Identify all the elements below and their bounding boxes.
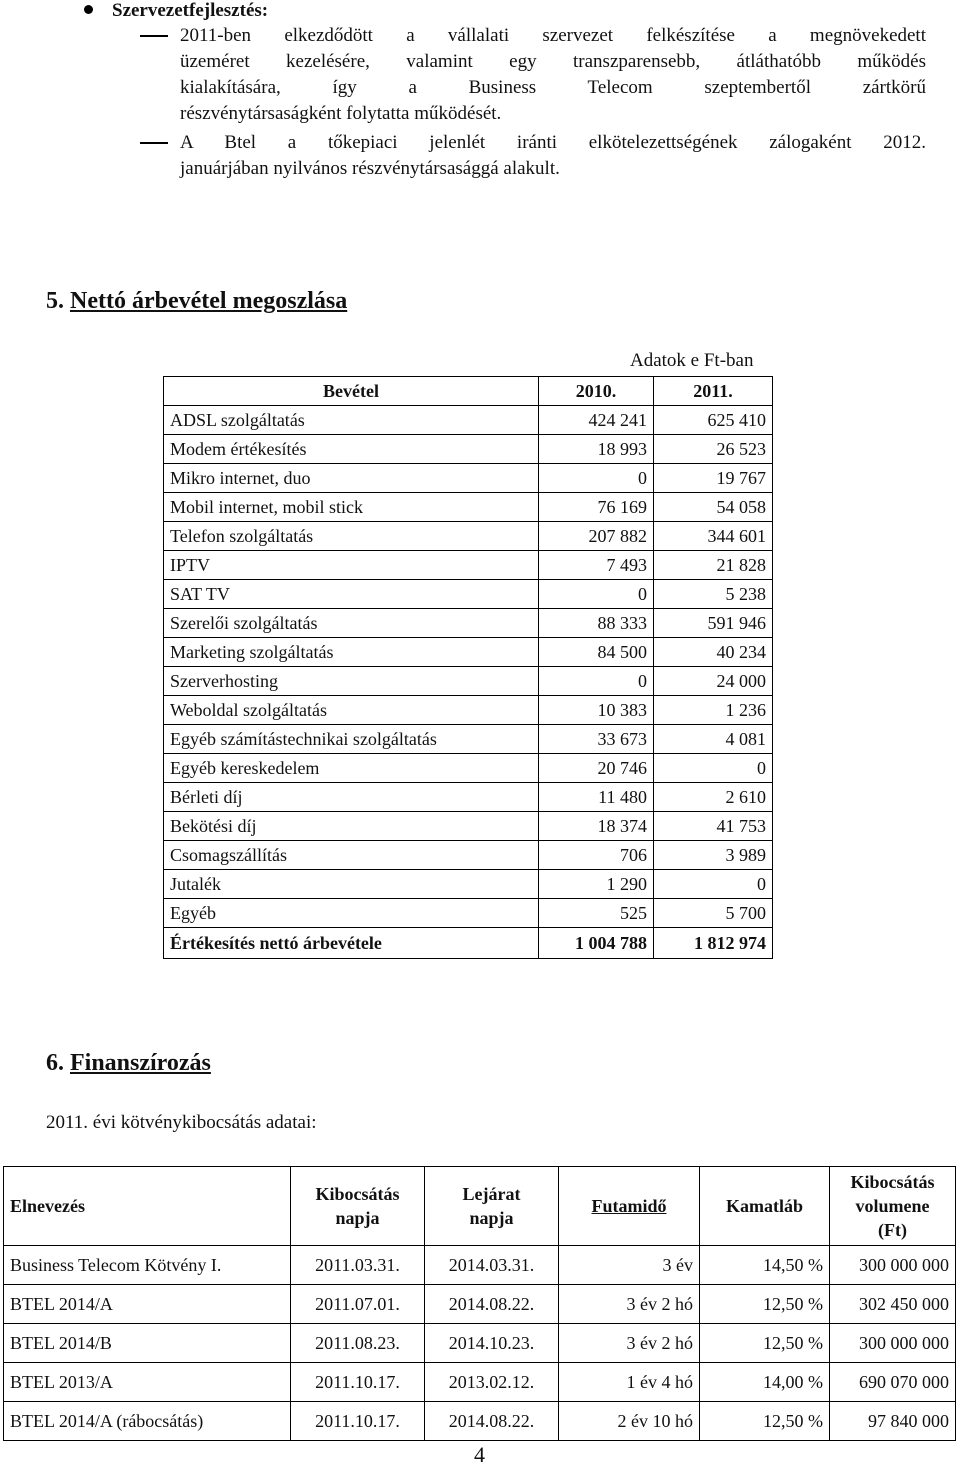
column-header: Bevétel [164, 377, 539, 406]
header-line: napja [469, 1208, 514, 1228]
header-line: (Ft) [878, 1220, 907, 1240]
table-cell: SAT TV [164, 580, 539, 609]
paragraph-line: részvénytársaságként folytatta működését. [180, 103, 502, 124]
table-cell: 84 500 [539, 638, 654, 667]
section-heading [46, 288, 347, 315]
bullet-title: Szervezetfejlesztés: [112, 0, 269, 21]
table-cell: 14,00 % [700, 1363, 830, 1402]
table-cell: 1 812 974 [654, 928, 773, 959]
table-cell: 706 [539, 841, 654, 870]
table-cell: 2 év 10 hó [559, 1402, 700, 1441]
table-header-row [164, 377, 773, 406]
table-cell: Mobil internet, mobil stick [164, 493, 539, 522]
bond-table [3, 1166, 956, 1441]
table-cell: 18 374 [539, 812, 654, 841]
table-cell: 12,50 % [700, 1285, 830, 1324]
table-row [4, 1324, 956, 1363]
table-cell: 2 610 [654, 783, 773, 812]
table-cell: BTEL 2014/A [4, 1285, 291, 1324]
table-cell: 5 700 [654, 899, 773, 928]
table-cell: 2011.10.17. [291, 1363, 425, 1402]
table-cell: Modem értékesítés [164, 435, 539, 464]
table-cell: 207 882 [539, 522, 654, 551]
table-cell: Egyéb [164, 899, 539, 928]
table-cell: 2011.08.23. [291, 1324, 425, 1363]
table-cell: 0 [539, 580, 654, 609]
table-row [4, 1402, 956, 1441]
header-line: Kamatláb [725, 1196, 803, 1216]
column-header [291, 1167, 425, 1246]
revenue-table [163, 376, 773, 959]
table-cell: Szerverhosting [164, 667, 539, 696]
table-row [4, 1363, 956, 1402]
table-cell: 4 081 [654, 725, 773, 754]
table-cell: Csomagszállítás [164, 841, 539, 870]
table-cell: 525 [539, 899, 654, 928]
table-cell: Értékesítés nettó árbevétele [164, 928, 539, 959]
table-row [4, 1246, 956, 1285]
table-cell: 54 058 [654, 493, 773, 522]
table-cell: 591 946 [654, 609, 773, 638]
paragraph-line: üzeméret kezelésére, valamint egy transzparensebb, átláthatóbb működés [180, 51, 926, 72]
section-title: Nettó árbevétel megoszlása [70, 288, 348, 314]
table-cell: 3 év 2 hó [559, 1324, 700, 1363]
page-number: 4 [474, 1442, 485, 1467]
table-row [164, 609, 773, 638]
table-cell: 10 383 [539, 696, 654, 725]
table-cell: 20 746 [539, 754, 654, 783]
table-cell: 12,50 % [700, 1324, 830, 1363]
section-heading [46, 1050, 211, 1077]
table-cell: 97 840 000 [830, 1402, 956, 1441]
header-line: Kibocsátás [315, 1184, 400, 1204]
table-cell: 0 [539, 464, 654, 493]
table-cell: 300 000 000 [830, 1246, 956, 1285]
section-number: 6. [46, 1050, 64, 1076]
column-header: 2010. [539, 377, 654, 406]
table-cell: 2013.02.12. [425, 1363, 559, 1402]
table-cell: Marketing szolgáltatás [164, 638, 539, 667]
table-cell: 0 [654, 870, 773, 899]
table-cell: 0 [654, 754, 773, 783]
section-title: Finanszírozás [70, 1050, 211, 1076]
table-cell: 88 333 [539, 609, 654, 638]
column-header [830, 1167, 956, 1246]
total-row [164, 928, 773, 959]
table-cell: 21 828 [654, 551, 773, 580]
header-line: volumene [855, 1196, 930, 1216]
table-cell: 14,50 % [700, 1246, 830, 1285]
table-row [164, 783, 773, 812]
column-header [700, 1167, 830, 1246]
table-cell: 40 234 [654, 638, 773, 667]
table-cell: 2014.08.22. [425, 1402, 559, 1441]
table-cell: 690 070 000 [830, 1363, 956, 1402]
table-cell: 1 290 [539, 870, 654, 899]
table-cell: 2014.08.22. [425, 1285, 559, 1324]
paragraph-line: A Btel a tőkepiaci jelenlét iránti elkötelezettségének zálogaként 2012. [180, 132, 926, 153]
table-cell: Egyéb kereskedelem [164, 754, 539, 783]
table-cell: Bérleti díj [164, 783, 539, 812]
table-cell: 1 004 788 [539, 928, 654, 959]
table-cell: 1 236 [654, 696, 773, 725]
table-cell: BTEL 2014/B [4, 1324, 291, 1363]
table-cell: 344 601 [654, 522, 773, 551]
table-row [164, 696, 773, 725]
header-line: napja [335, 1208, 380, 1228]
table-cell: 18 993 [539, 435, 654, 464]
table-row [164, 841, 773, 870]
table-cell: 2011.10.17. [291, 1402, 425, 1441]
table-cell: 2011.03.31. [291, 1246, 425, 1285]
table-row [164, 406, 773, 435]
table-row [164, 551, 773, 580]
table-cell: 19 767 [654, 464, 773, 493]
table-cell: BTEL 2014/A (rábocsátás) [4, 1402, 291, 1441]
paragraph-line: kialakítására, így a Business Telecom szeptembertől zártkörű [180, 77, 926, 98]
table-row [164, 522, 773, 551]
column-header [425, 1167, 559, 1246]
table-row [164, 493, 773, 522]
table-cell: 33 673 [539, 725, 654, 754]
table-cell: Telefon szolgáltatás [164, 522, 539, 551]
column-header: 2011. [654, 377, 773, 406]
header-line: Futamidő [591, 1196, 667, 1216]
table-header-row [4, 1167, 956, 1246]
table-cell: 12,50 % [700, 1402, 830, 1441]
table-row [164, 754, 773, 783]
table-row [164, 899, 773, 928]
table-row [164, 435, 773, 464]
bond-caption: 2011. évi kötvénykibocsátás adatai: [46, 1112, 317, 1133]
table-cell: 3 év [559, 1246, 700, 1285]
column-header [559, 1167, 700, 1246]
table-cell: 76 169 [539, 493, 654, 522]
table-cell: 24 000 [654, 667, 773, 696]
table-row [4, 1285, 956, 1324]
table-cell: 5 238 [654, 580, 773, 609]
table-cell: 424 241 [539, 406, 654, 435]
bullet-point [84, 5, 93, 14]
table-cell: IPTV [164, 551, 539, 580]
table-cell: 3 év 2 hó [559, 1285, 700, 1324]
table-cell: Egyéb számítástechnikai szolgáltatás [164, 725, 539, 754]
table-cell: 0 [539, 667, 654, 696]
table-cell: 3 989 [654, 841, 773, 870]
table-row [164, 812, 773, 841]
table-cell: 11 480 [539, 783, 654, 812]
table-cell: 7 493 [539, 551, 654, 580]
table-cell: Jutalék [164, 870, 539, 899]
table-cell: Bekötési díj [164, 812, 539, 841]
table-cell: 1 év 4 hó [559, 1363, 700, 1402]
table-cell: 300 000 000 [830, 1324, 956, 1363]
table-row [164, 725, 773, 754]
table-cell: 2014.10.23. [425, 1324, 559, 1363]
table-row [164, 464, 773, 493]
header-line: Elnevezés [10, 1196, 85, 1216]
section-number: 5. [46, 288, 64, 314]
table-row [164, 667, 773, 696]
table-cell: Mikro internet, duo [164, 464, 539, 493]
table-cell: 625 410 [654, 406, 773, 435]
table-cell: Weboldal szolgáltatás [164, 696, 539, 725]
table-cell: ADSL szolgáltatás [164, 406, 539, 435]
table-cell: 302 450 000 [830, 1285, 956, 1324]
paragraph-line: januárjában nyilvános részvénytársasággá alakult. [180, 158, 560, 179]
dash-marker [140, 35, 168, 37]
header-line: Kibocsátás [850, 1172, 935, 1192]
paragraph-line: 2011-ben elkezdődött a vállalati szervezet felkészítése a megnövekedett [180, 25, 926, 46]
dash-marker [140, 142, 168, 144]
table-row [164, 870, 773, 899]
table-cell: 26 523 [654, 435, 773, 464]
header-line: Lejárat [462, 1184, 521, 1204]
table-row [164, 580, 773, 609]
unit-note: Adatok e Ft-ban [630, 350, 754, 371]
table-cell: Business Telecom Kötvény I. [4, 1246, 291, 1285]
table-cell: BTEL 2013/A [4, 1363, 291, 1402]
table-cell: 41 753 [654, 812, 773, 841]
table-cell: 2011.07.01. [291, 1285, 425, 1324]
table-row [164, 638, 773, 667]
column-header [4, 1167, 291, 1246]
table-cell: 2014.03.31. [425, 1246, 559, 1285]
table-cell: Szerelői szolgáltatás [164, 609, 539, 638]
